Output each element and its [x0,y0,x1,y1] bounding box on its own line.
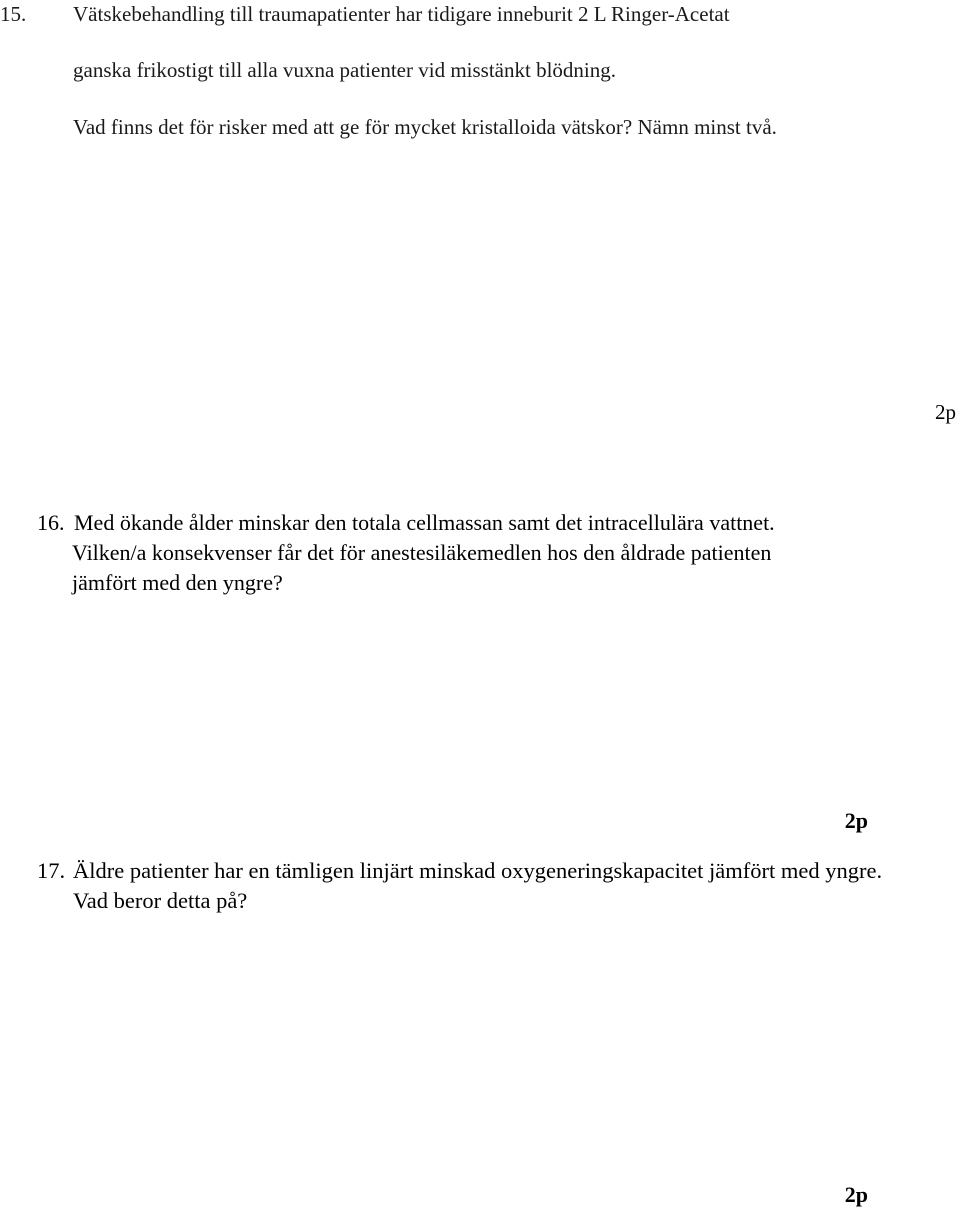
question-17-line-1: Äldre patienter har en tämligen linjärt minskad oxygeneringskapacitet jämfört med yngre. [73,858,883,883]
question-15-line-3: Vad finns det för risker med att ge för mycket kristalloida vätskor? Nämn minst två. [73,115,777,139]
question-17-line-2: Vad beror detta på? [73,888,248,913]
question-16-number: 16. [37,510,65,535]
question-15-number: 15. [0,2,27,26]
question-16-line-2: Vilken/a konsekvenser får det för anestesiläkemedlen hos den åldrade patienten [72,540,772,565]
question-15-line-2: ganska frikostigt till alla vuxna patienter vid misstänkt blödning. [73,58,616,82]
question-17-number: 17. [37,858,66,883]
question-15-points: 2p [935,400,956,424]
question-16-line-1: Med ökande ålder minskar den totala cellmassan samt det intracellulära vattnet. [74,510,775,535]
question-17-points: 2p [844,1182,868,1207]
question-15-line-1: Vätskebehandling till traumapatienter har tidigare inneburit 2 L Ringer-Acetat [73,2,730,26]
question-16-points: 2p [844,808,868,833]
question-16-line-3: jämfört med den yngre? [72,570,283,595]
